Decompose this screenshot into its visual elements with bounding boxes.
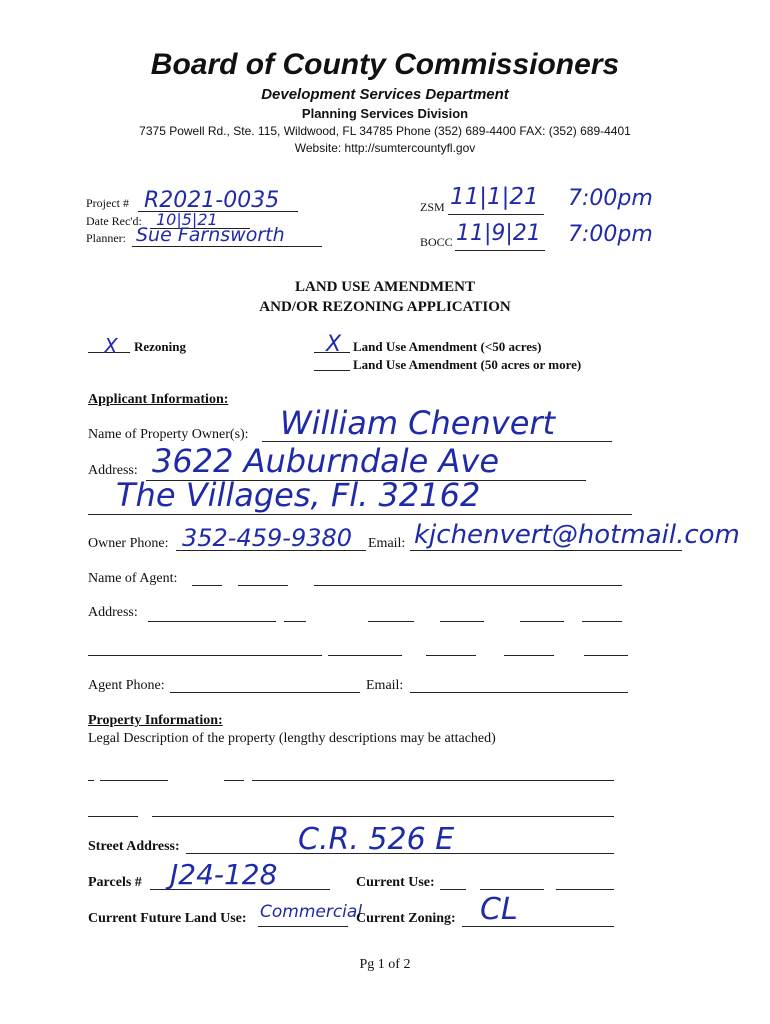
date-received-value: 10|5|21 xyxy=(156,210,218,229)
owner-phone[interactable]: 352-459-9380 xyxy=(182,524,353,552)
current-use-label: Current Use: xyxy=(356,875,435,890)
applicant-heading: Applicant Information: xyxy=(88,392,229,407)
rezoning-checkmark[interactable]: X xyxy=(104,334,118,358)
bocc-label: BOCC xyxy=(420,235,453,249)
current-zoning-value[interactable]: CL xyxy=(480,892,518,927)
parcels-value[interactable]: J24-128 xyxy=(170,858,278,891)
page-number: Pg 1 of 2 xyxy=(359,957,411,972)
zsm-label: ZSM xyxy=(420,200,445,214)
planner-value: Sue Farnsworth xyxy=(136,224,285,246)
parcels-label: Parcels # xyxy=(88,875,142,890)
project-number: R2021-0035 xyxy=(144,188,280,213)
owner-phone-label: Owner Phone: xyxy=(88,536,169,551)
agent-phone-label: Agent Phone: xyxy=(88,678,165,693)
website: Website: http://sumtercountyfl.gov xyxy=(294,141,476,155)
property-heading: Property Information: xyxy=(88,713,223,728)
office-address: 7375 Powell Rd., Ste. 115, Wildwood, FL 34785 Phone (352) 689-4400 FAX: (352) 689-4401 xyxy=(139,124,631,138)
bocc-time: 7:00pm xyxy=(568,222,653,247)
owner-name[interactable]: William Chenvert xyxy=(280,404,556,442)
lua-small-checkmark[interactable]: X xyxy=(326,332,342,357)
future-land-use-value[interactable]: Commercial xyxy=(260,902,363,922)
lua-small-label: Land Use Amendment (<50 acres) xyxy=(353,339,542,354)
form-title-line2: AND/OR REZONING APPLICATION xyxy=(259,299,511,315)
email-label: Email: xyxy=(368,536,406,551)
address-label: Address: xyxy=(88,463,138,478)
lua-large-label: Land Use Amendment (50 acres or more) xyxy=(353,357,582,372)
address-line1[interactable]: 3622 Auburndale Ave xyxy=(152,442,499,480)
agent-email-label: Email: xyxy=(366,678,404,693)
zsm-date: 11|1|21 xyxy=(450,184,539,210)
owner-label: Name of Property Owner(s): xyxy=(88,427,249,442)
street-address-value[interactable]: C.R. 526 E xyxy=(298,822,455,857)
date-received-label: Date Rec'd: xyxy=(86,214,142,228)
planner-label: Planner: xyxy=(86,231,126,245)
agent-name-label: Name of Agent: xyxy=(88,571,178,586)
owner-email[interactable]: kjchenvert@hotmail.com xyxy=(414,520,740,550)
zsm-time: 7:00pm xyxy=(568,186,653,211)
future-land-use-label: Current Future Land Use: xyxy=(88,911,247,926)
form-title-line1: LAND USE AMENDMENT xyxy=(294,279,475,295)
agent-address-label: Address: xyxy=(88,605,138,620)
current-zoning-label: Current Zoning: xyxy=(356,911,456,926)
rezoning-label: Rezoning xyxy=(134,339,186,354)
address-line2[interactable]: The Villages, Fl. 32162 xyxy=(116,476,481,514)
project-label: Project # xyxy=(86,196,129,210)
board-title: Board of County Commissioners xyxy=(150,48,620,81)
street-address-label: Street Address: xyxy=(88,839,180,854)
legal-description-label: Legal Description of the property (lengthy descriptions may be attached) xyxy=(88,731,496,746)
bocc-date: 11|9|21 xyxy=(456,221,541,246)
division-name: Planning Services Division xyxy=(301,106,469,121)
department-name: Development Services Department xyxy=(261,86,509,103)
